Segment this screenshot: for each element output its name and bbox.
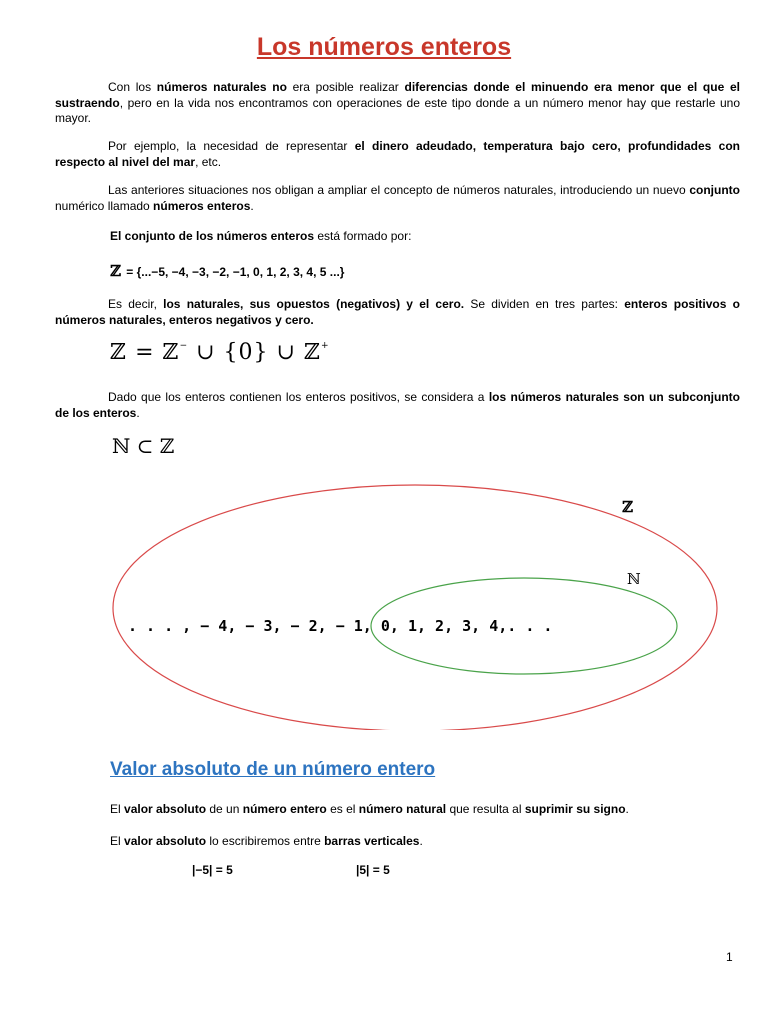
text-run: Por ejemplo, la necesidad de representar [108, 139, 355, 153]
subset-operator: ⊂ [136, 434, 154, 458]
text-run: lo escribiremos entre [206, 834, 325, 848]
positive-superscript: + [321, 341, 330, 351]
subset-relation [112, 434, 174, 458]
union-symbol: ∪ [276, 340, 296, 365]
text-run: está formado por: [314, 229, 412, 243]
integer-set-elements: = {...−5, −4, −3, −2, −1, 0, 1, 2, 3, 4, 5 ...} [126, 265, 345, 279]
integers-label: ℤ [622, 498, 633, 516]
naturals-label: ℕ [627, 570, 641, 588]
text-run: . [625, 802, 629, 816]
example-paragraph [55, 139, 740, 170]
text-run: . [250, 198, 254, 213]
text-run: . [136, 405, 140, 420]
zero-set: {0} [223, 340, 269, 365]
subset-paragraph [55, 390, 740, 421]
integers-symbol: ℤ [110, 340, 128, 365]
text-run: . [419, 834, 423, 848]
bold-run: barras verticales [324, 834, 420, 848]
bold-run: conjunto [689, 183, 740, 197]
text-run: , pero en la vida nos encontramos con operaciones de este tipo donde a un número menor hay que restarle uno mayor. [55, 95, 740, 126]
text-run: de un [206, 802, 243, 816]
union-symbol: ∪ [196, 340, 216, 365]
negative-integers-symbol: ℤ [162, 340, 180, 365]
bold-run: El conjunto de los números enteros [110, 229, 315, 243]
intro-paragraph [55, 80, 740, 127]
bold-run: valor absoluto [124, 802, 207, 816]
page-number: 1 [726, 950, 733, 964]
bold-run: números naturales no [156, 80, 287, 94]
bold-run: números enteros [153, 198, 251, 213]
set-intro-paragraph [110, 229, 411, 244]
page-title: Los números enteros [256, 33, 512, 61]
text-run: numérico llamado [55, 198, 154, 213]
bold-run: valor absoluto [124, 834, 207, 848]
bold-run: suprimir su signo [524, 802, 626, 816]
absolute-value-example-positive: |5| = 5 [356, 863, 390, 877]
text-run: Es decir, [108, 297, 164, 311]
text-run: , etc. [195, 154, 222, 169]
venn-diagram [0, 470, 768, 730]
text-run: era posible realizar [286, 80, 405, 94]
naturals-symbol: ℕ [112, 434, 131, 458]
text-run: que resulta al [446, 802, 525, 816]
integers-symbol: ℤ [110, 262, 121, 280]
negative-superscript: − [179, 341, 189, 351]
parts-paragraph [55, 297, 740, 328]
absolute-value-definition [110, 802, 629, 817]
bold-run: número entero [242, 802, 327, 816]
situations-paragraph [55, 183, 740, 214]
text-run: Dado que los enteros contienen los enteros positivos, se considera a [108, 390, 489, 404]
absolute-value-example-negative: |−5| = 5 [192, 863, 233, 877]
bold-run: los naturales, sus opuestos (negativos) y el cero. [163, 297, 465, 311]
text-run: Las anteriores situaciones nos obligan a ampliar el concepto de números naturales, introduciendo un nuevo [108, 183, 690, 197]
text-run: El [110, 834, 125, 848]
integer-partition-formula [110, 340, 330, 365]
section-heading: Valor absoluto de un número entero [110, 759, 436, 780]
bold-run: diferencias donde el minuendo era menor que el que el sustraendo [55, 80, 740, 110]
equals-sign: = [135, 340, 155, 365]
bold-run: el dinero adeudado, temperatura bajo cero, profundidades con respecto al nivel del mar [55, 139, 740, 169]
integers-symbol: ℤ [159, 434, 175, 458]
text-run: Se dividen en tres partes: [464, 297, 625, 311]
integers-ellipse [113, 485, 717, 730]
positive-integers-symbol: ℤ [303, 340, 322, 365]
absolute-value-notation [110, 834, 423, 849]
text-run: es el [326, 802, 359, 816]
bold-run: los números naturales son un subconjunto de los enteros [55, 390, 740, 420]
bold-run: enteros positivos o números naturales, enteros negativos y cero. [55, 297, 740, 327]
bold-run: número natural [358, 802, 447, 816]
integer-set-definition [110, 262, 344, 280]
integer-sequence: . . . , − 4, − 3, − 2, − 1, 0, 1, 2, 3, 4,. . . [128, 617, 553, 635]
text-run: Con los [108, 80, 157, 94]
text-run: El [110, 802, 125, 816]
